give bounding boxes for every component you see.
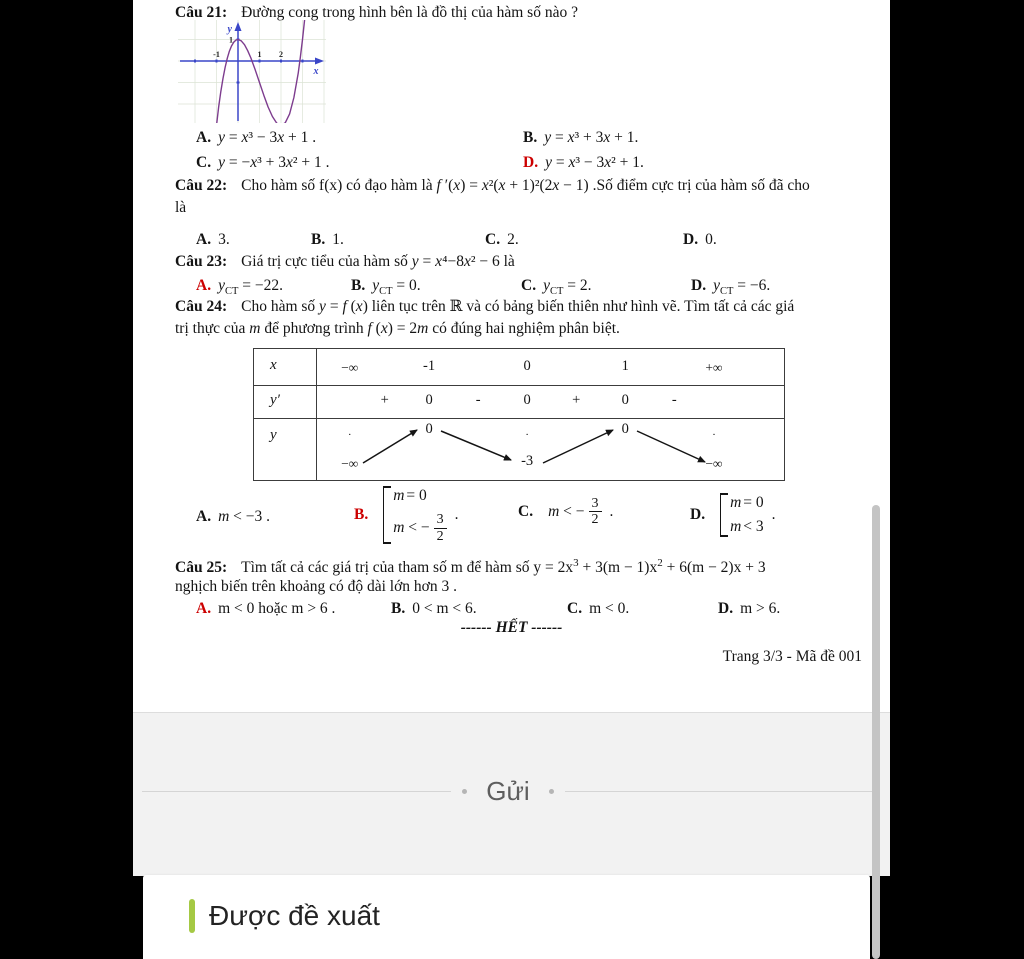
q21-option-a-key: A. xyxy=(196,129,212,146)
q25-option-b-key: B. xyxy=(391,600,406,617)
q22-option-b-text: 1. xyxy=(332,231,344,248)
q23-option-a-text: $y_{CT} = -22$. xyxy=(218,277,283,298)
vt-header-x: x xyxy=(270,357,277,373)
q23-option-a-key: A. xyxy=(196,277,212,294)
q25-option-b-text: 0 < m < 6. xyxy=(412,600,477,617)
q25-option-c-key: C. xyxy=(567,600,583,617)
q24-option-a-text: m < −3 . xyxy=(218,508,271,525)
q22-option-a-text: 3. xyxy=(218,231,230,248)
svg-text:-1: -1 xyxy=(213,50,220,59)
q24-option-c-suffix: . xyxy=(609,502,614,520)
q22-option-c-text: 2. xyxy=(507,231,519,248)
svg-text:x: x xyxy=(313,66,319,77)
q24-option-d-suffix: . xyxy=(771,506,776,523)
send-section xyxy=(133,712,890,876)
q25-option-d xyxy=(718,599,780,619)
q21-option-a xyxy=(196,128,316,148)
q21-option-d xyxy=(523,153,644,173)
vt-row-yprime: + 0 - 0 + 0 - xyxy=(380,392,677,408)
q24-option-c-key: C. xyxy=(518,502,534,520)
q23-option-b-key: B. xyxy=(351,277,366,294)
q23-text: Giá trị cực tiểu của hàm số y = x⁴−8x² − 6 là xyxy=(241,253,515,270)
q24-option-b-suffix: . xyxy=(454,506,459,523)
q21-text: Đường cong trong hình bên là đồ thị của hàm số nào ? xyxy=(241,4,578,21)
q25-label: Câu 25: xyxy=(175,559,228,577)
q23-option-c-key: C. xyxy=(521,277,537,294)
send-label[interactable]: Gửi xyxy=(486,775,530,806)
q21-option-c xyxy=(196,153,330,173)
q23-option-d-text: $y_{CT} = -6$. xyxy=(713,277,771,298)
q21-option-d-text: y = x³ − 3x² + 1. xyxy=(545,154,644,171)
recommended-scrollbar[interactable] xyxy=(872,505,880,959)
recommended-header xyxy=(189,899,380,933)
svg-text:2: 2 xyxy=(279,50,283,59)
q24-option-d xyxy=(690,493,776,537)
end-of-exam-label: ------ HẾT ------ xyxy=(460,619,563,636)
q21-option-c-text: y = −x³ + 3x² + 1 . xyxy=(218,154,330,171)
q24-option-d-key: D. xyxy=(690,506,706,523)
exam-page[interactable] xyxy=(133,0,890,712)
q24-option-c: C. m < − $\frac{3}{2}$ . xyxy=(518,496,614,528)
accent-bar xyxy=(189,899,195,933)
vt-header-y: y xyxy=(270,427,277,443)
q24-option-b-key: B. xyxy=(354,506,369,523)
divider-line-right xyxy=(565,791,874,792)
q24-text-line2: trị thực của m để phương trình f (x) = 2m có đúng hai nghiệm phân biệt. xyxy=(175,320,620,337)
q23-option-c-text: $y_{CT} = 2$. xyxy=(543,277,592,298)
q24-option-c-fraction: $\frac{3}{2}$ xyxy=(589,496,602,528)
q25-option-a-key: A. xyxy=(196,600,212,617)
divider-dot-right xyxy=(549,789,554,794)
q25-option-a-text: m < 0 hoặc m > 6 . xyxy=(218,600,336,617)
variation-table-header-col xyxy=(254,349,317,480)
q22-option-c-key: C. xyxy=(485,231,501,248)
q22-option-a xyxy=(196,230,230,250)
vt-header-yprime: y′ xyxy=(270,392,280,408)
q21-option-d-key: D. xyxy=(523,154,539,171)
q25-option-d-text: m > 6. xyxy=(740,600,781,617)
vt-row-y: . . . −∞ 0 -3 0 −∞ xyxy=(317,418,784,479)
q25-option-d-key: D. xyxy=(718,600,734,617)
q21-option-a-text: y = x³ − 3x + 1 . xyxy=(218,129,317,146)
q24-option-b xyxy=(354,486,459,544)
divider-line-left xyxy=(142,791,451,792)
q21-option-b-text: y = x³ + 3x + 1. xyxy=(544,129,639,146)
q23-option-b-text: $y_{CT} = 0$. xyxy=(372,277,421,298)
recommended-card xyxy=(143,875,870,959)
q21-graph-svg xyxy=(178,20,326,123)
variation-table-content xyxy=(317,349,784,480)
q24-label: Câu 24: xyxy=(175,298,228,315)
q22-option-d-text: 0. xyxy=(705,231,717,248)
variation-table xyxy=(253,348,785,481)
q25-option-c-text: m < 0. xyxy=(589,600,630,617)
q22-title xyxy=(175,176,810,196)
q22-option-d-key: D. xyxy=(683,231,699,248)
q21-option-b-key: B. xyxy=(523,129,538,146)
recommended-title: Được đề xuất xyxy=(209,900,380,931)
q22-option-b-key: B. xyxy=(311,231,326,248)
q22-text-line2: là xyxy=(175,199,187,216)
vt-row-x: −∞ -1 0 1 +∞ xyxy=(341,358,723,375)
q23-label: Câu 23: xyxy=(175,253,228,270)
q25-option-b xyxy=(391,599,477,619)
q22-option-d xyxy=(683,230,717,250)
svg-text:y: y xyxy=(227,24,232,35)
svg-text:1: 1 xyxy=(257,50,262,59)
svg-text:1: 1 xyxy=(229,35,233,45)
q24-option-d-system: m = 0 m < 3 xyxy=(720,493,764,537)
q25-option-c xyxy=(567,599,629,619)
q21-option-b xyxy=(523,128,638,148)
q24-option-b-system: m = 0 m < − $\frac{3}{2}$ xyxy=(383,486,446,544)
q22-option-a-key: A. xyxy=(196,231,212,248)
q24-option-a xyxy=(196,507,270,527)
q21-label: Câu 21: xyxy=(175,4,228,21)
q23-title xyxy=(175,252,515,272)
q24-text-line1: Cho hàm số y = f (x) liên tục trên ℝ và có bảng biến thiên như hình vẽ. Tìm tất cả các giá xyxy=(241,298,795,315)
q22-option-b xyxy=(311,230,344,250)
q25-option-a xyxy=(196,599,335,619)
divider-dot-left xyxy=(462,789,467,794)
q25-title xyxy=(175,553,766,578)
q23-option-d-key: D. xyxy=(691,277,707,294)
page-number-label: Trang 3/3 - Mã đề 001 xyxy=(722,648,862,665)
q21-option-c-key: C. xyxy=(196,154,212,171)
send-button[interactable] xyxy=(142,771,874,811)
q22-text-line1: Cho hàm số f(x) có đạo hàm là f ′(x) = x²(x + 1)²(2x − 1) .Số điểm cực trị của hàm số đã cho xyxy=(241,177,810,194)
q25-text-line1: Tìm tất cả các giá trị của tham số m để hàm số $y = 2x^3 + 3(m - 1)x^2 + 6(m - 2)x + 3$ xyxy=(241,557,766,577)
q24-option-b-fraction: $\frac{3}{2}$ xyxy=(434,512,447,544)
q24-option-a-key: A. xyxy=(196,508,212,525)
q22-label: Câu 22: xyxy=(175,177,228,194)
q22-option-c xyxy=(485,230,519,250)
q24-title xyxy=(175,297,794,317)
q25-text-line2: nghịch biến trên khoảng có độ dài lớn hơn 3 . xyxy=(175,578,457,595)
